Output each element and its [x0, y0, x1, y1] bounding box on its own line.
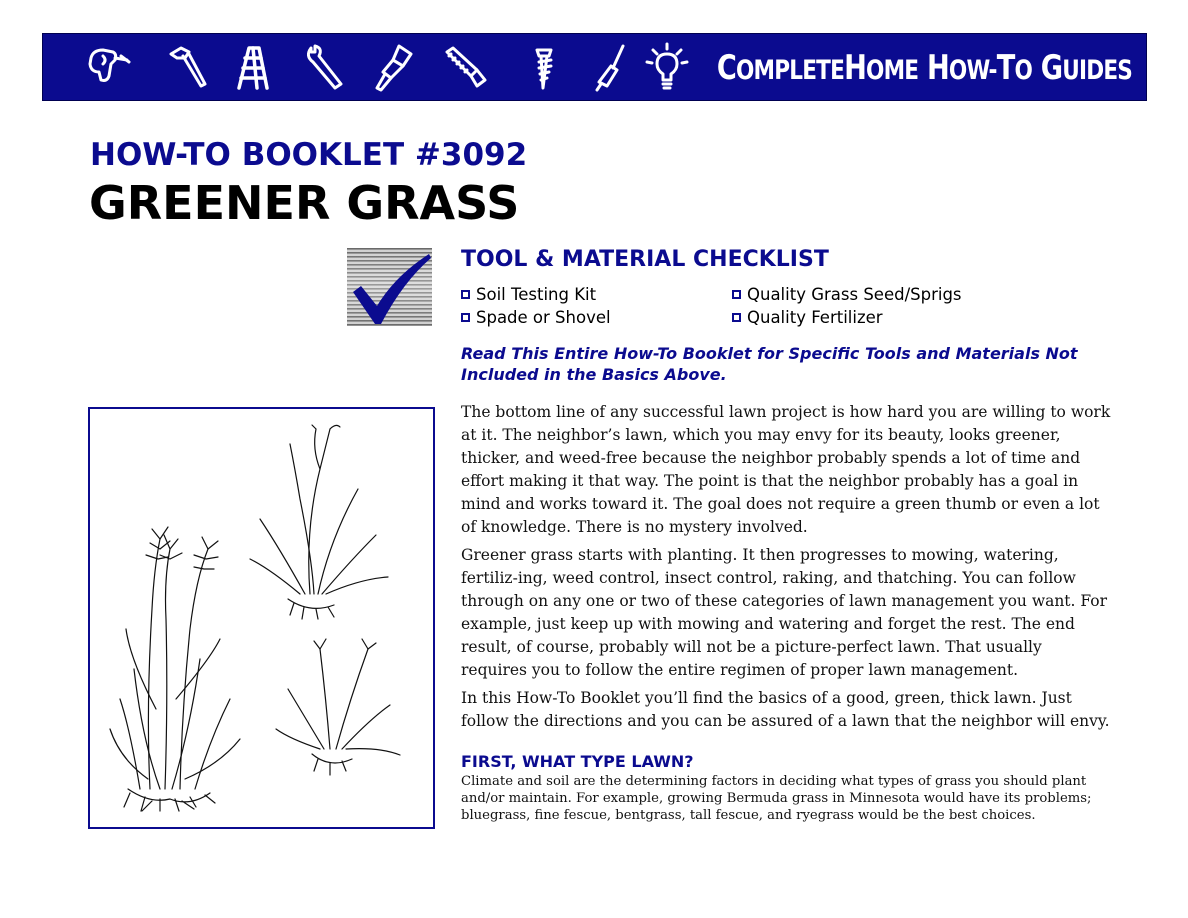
booklet-number: HOW-TO BOOKLET #3092 [90, 137, 528, 173]
wrench-icon [301, 42, 349, 94]
section-heading: FIRST, WHAT TYPE LAWN? [461, 752, 694, 771]
checklist-item: Soil Testing Kit [461, 285, 596, 304]
checkbox-icon [461, 290, 470, 299]
screw-icon [523, 42, 571, 94]
page-title: GREENER GRASS [89, 176, 520, 230]
header-banner [42, 33, 1147, 101]
checklist-title: TOOL & MATERIAL CHECKLIST [461, 247, 829, 272]
screwdriver-icon [587, 42, 635, 94]
grass-plants-illustration [90, 409, 433, 827]
ladder-icon [229, 42, 277, 94]
body-paragraph: The bottom line of any successful lawn project is how hard you are willing to work at it. The neighbor’s lawn, which you may envy for its beauty, looks greener, thicker, and weed-free because the neighbor probably spends a lot of time and effort making it that way. The point is that the neighbor probably has a goal in mind and works toward it. The goal does not require a green thumb or even a lot of knowledge. There is no mystery involved. [461, 403, 1111, 536]
hammer-icon [165, 42, 213, 94]
checklist-item: Spade or Shovel [461, 308, 611, 327]
saw-icon [441, 42, 489, 94]
checklist-item: Quality Grass Seed/Sprigs [732, 285, 962, 304]
checkbox-icon [732, 290, 741, 299]
drill-icon [83, 42, 131, 94]
body-paragraph: Greener grass starts with planting. It then progresses to mowing, watering, fertiliz-ing, weed control, insect control, raking, and thatching. You can follow through on any one or two of these categories of lawn management you want. For example, just keep up with mowing and watering and forget the rest. The end result, of course, probably will not be a picture-perfect lawn. That usually requires you to follow the entire regimen of proper lawn management. [461, 546, 1108, 679]
grass-illustration [88, 407, 435, 829]
paintbrush-icon [369, 42, 417, 94]
section-text: Climate and soil are the determining factors in deciding what types of grass you should plant and/or maintain. For example, growing Bermuda grass in Minnesota would have its problems; bluegrass, fine fescue, bentgrass, tall fescue, and ryegrass would be the best choices. [461, 774, 1092, 823]
body-text [461, 401, 1111, 738]
checkbox-icon [732, 313, 741, 322]
body-paragraph: In this How-To Booklet you’ll find the basics of a good, green, thick lawn. Just follow the directions and you can be assured of a lawn that the neighbor will envy. [461, 689, 1110, 730]
brand-name: COMPLETEHOME HOW-TO GUIDES [716, 48, 1132, 88]
read-note: Read This Entire How-To Booklet for Specific Tools and Materials Not Included in the Basics Above. [461, 344, 1078, 384]
checkmark-icon [347, 248, 432, 326]
lightbulb-icon [643, 42, 691, 94]
checkbox-icon [461, 313, 470, 322]
checklist-item: Quality Fertilizer [732, 308, 883, 327]
